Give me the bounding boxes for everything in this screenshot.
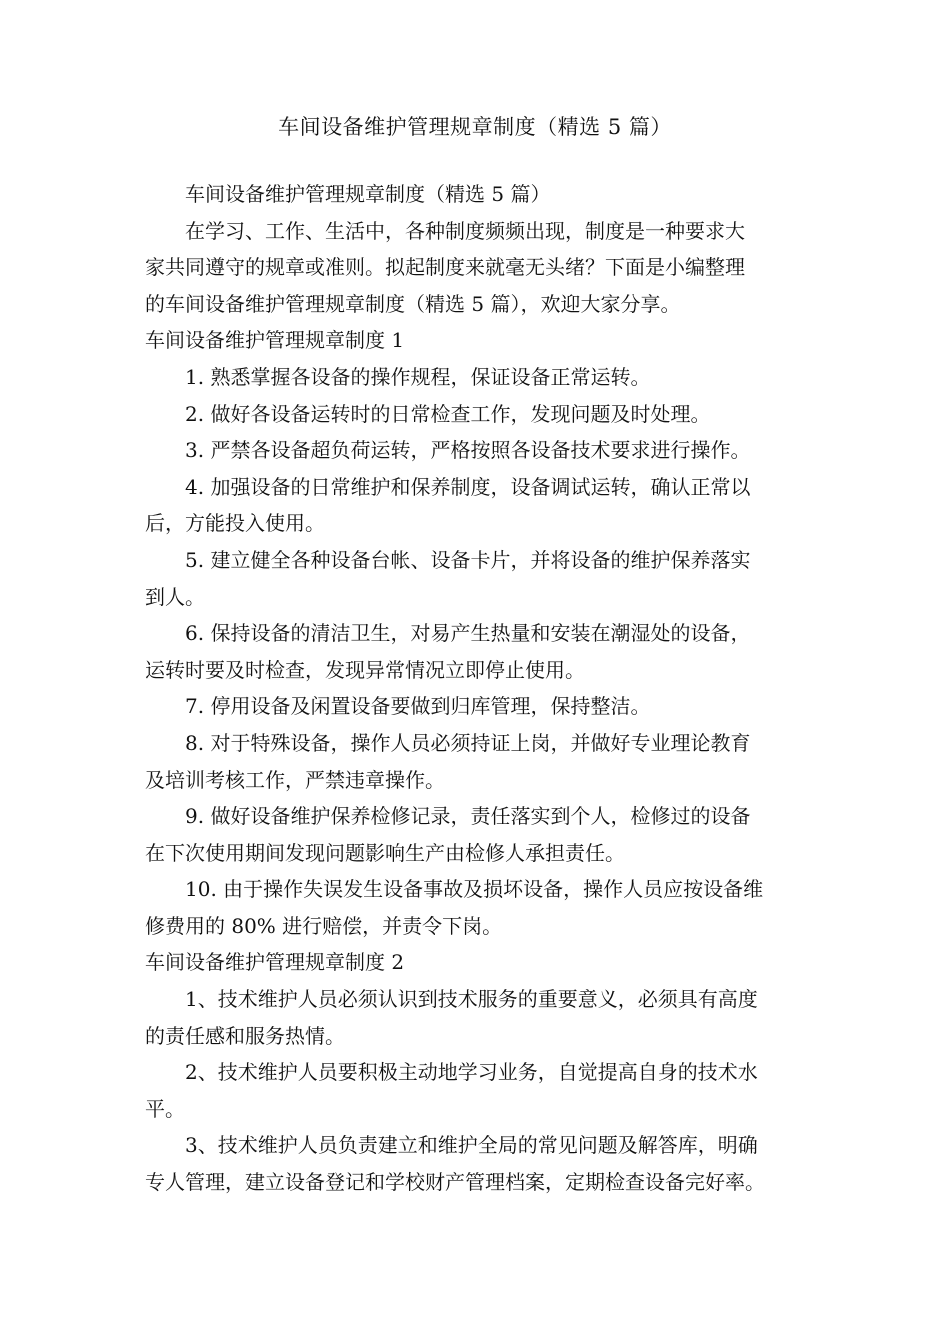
rule-item-2-2: 2、技术维护人员要积极主动地学习业务，自觉提高自身的技术水 平。 bbox=[145, 1060, 758, 1121]
rule-item-1-4: 4. 加强设备的日常维护和保养制度，设备调试运转，确认正常以 后，方能投入使用。 bbox=[145, 474, 751, 536]
rule-item-1-10: 10. 由于操作失误发生设备事故及损坏设备，操作人员应按设备维 修费用的 80% 进行赔偿，并责令下岗。 bbox=[145, 877, 764, 938]
rule-item-1-6: 6. 保持设备的清洁卫生，对易产生热量和安装在潮湿处的设备， 运转时要及时检查，发现异常情况立即停止使用。 bbox=[145, 621, 751, 682]
rule-item-2-1: 1、技术维护人员必须认识到技术服务的重要意义，必须具有高度 的责任感和服务热情。 bbox=[145, 987, 758, 1048]
rule-item-1-7: 7. 停用设备及闲置设备要做到归库管理，保持整洁。 bbox=[185, 694, 651, 719]
rule-item-1-8: 8. 对于特殊设备，操作人员必须持证上岗，并做好专业理论教育 及培训考核工作，严禁违章操作。 bbox=[145, 730, 751, 792]
rule-item-1-5: 5. 建立健全各种设备台帐、设备卡片，并将设备的维护保养落实 到人。 bbox=[145, 547, 751, 609]
rule-item-1-3: 3. 严禁各设备超负荷运转，严格按照各设备技术要求进行操作。 bbox=[185, 438, 751, 463]
rule-item-1-9: 9. 做好设备维护保养检修记录，责任落实到个人，检修过的设备 在下次使用期间发现问题影响生产由检修人承担责任。 bbox=[145, 804, 751, 865]
section-heading-2: 车间设备维护管理规章制度 2 bbox=[145, 950, 405, 975]
rule-item-1-2: 2. 做好各设备运转时的日常检查工作，发现问题及时处理。 bbox=[185, 401, 711, 426]
intro-paragraph: 在学习、工作、生活中，各种制度频频出现，制度是一种要求大 家共同遵守的规章或准则。拟起制度来就毫无头绪？下面是小编整理 的车间设备维护管理规章制度（精选 5 篇），欢迎大家分享。 bbox=[145, 218, 745, 316]
subtitle-paragraph: 车间设备维护管理规章制度（精选 5 篇） bbox=[185, 182, 551, 206]
section-heading-1: 车间设备维护管理规章制度 1 bbox=[145, 328, 405, 353]
document-title: 车间设备维护管理规章制度（精选 5 篇） bbox=[278, 115, 672, 139]
document-body bbox=[145, 176, 810, 1201]
rule-item-1-1: 1. 熟悉掌握各设备的操作规程，保证设备正常运转。 bbox=[185, 364, 651, 389]
rule-item-2-3: 3、技术维护人员负责建立和维护全局的常见问题及解答库，明确 专人管理，建立设备登记和学校财产管理档案，定期检查设备完好率。 bbox=[145, 1133, 765, 1195]
